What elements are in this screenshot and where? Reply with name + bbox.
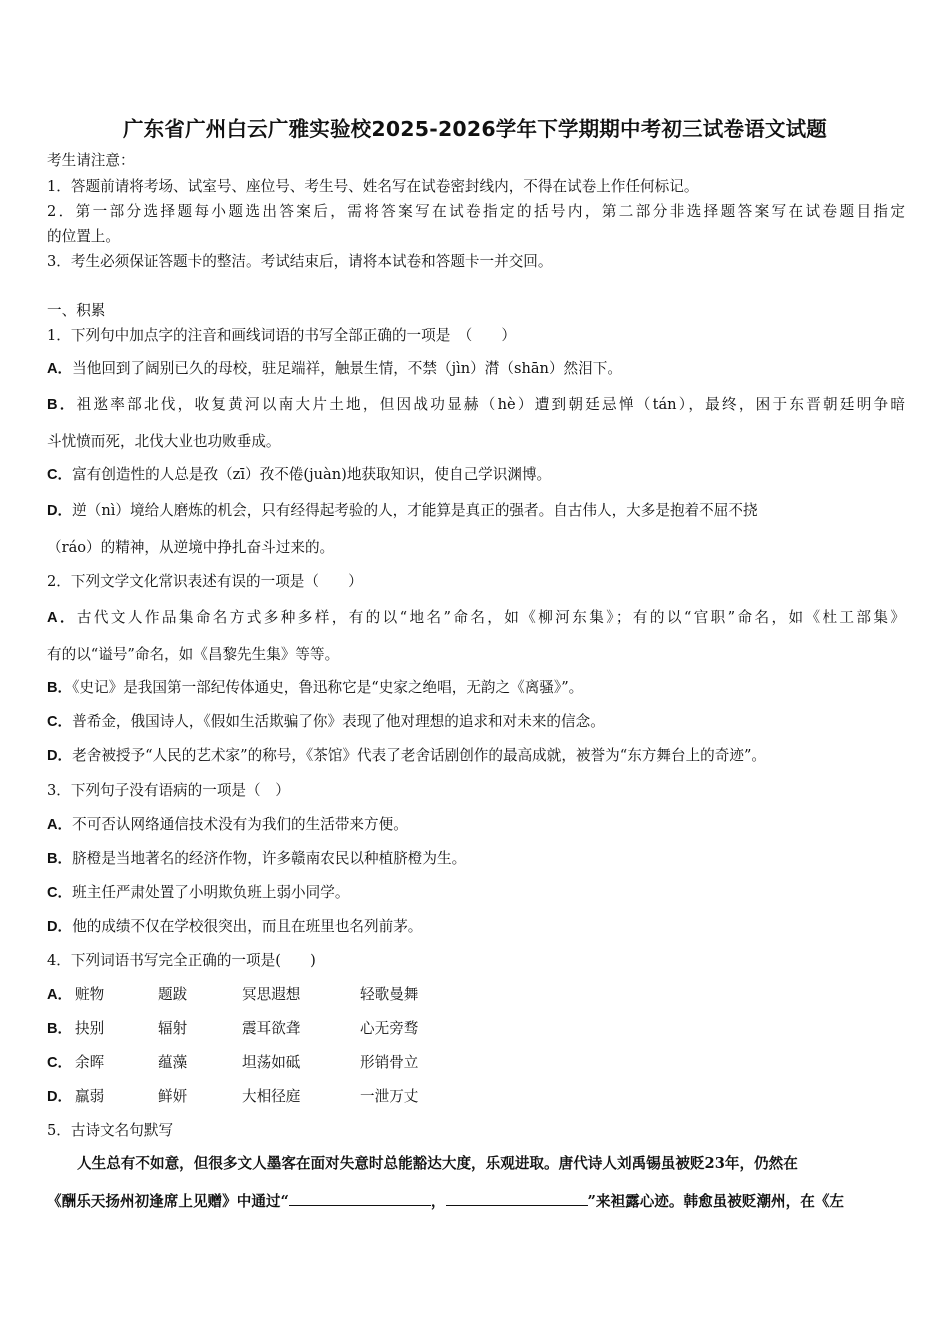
option-label: A． [47,817,73,833]
option-label: A． [47,610,77,626]
question-3-option-b [47,849,466,869]
question-5-paragraph-line-1: 人生总有不如意，但很多文人墨客在面对失意时总能豁达大度，乐观进取。唐代诗人刘禹锡虽被贬23年，仍然在 [77,1155,798,1172]
option-label: C． [47,467,73,483]
question-3-option-c [47,883,349,903]
question-1-option-d [47,501,905,521]
option-text: 脐橙是当地著名的经济作物，许多赣南农民以种植脐橙为生。 [72,850,467,867]
word: 蕴藻 [158,1054,188,1071]
word: 轻歌曼舞 [360,986,419,1003]
page-title: 广东省广州白云广雅实验校2025-2026学年下学期期中考初三试卷语文试题 [122,117,828,141]
option-text: 富有创造性的人总是孜（zī）孜不倦(juàn)地获取知识，使自己学识渊博。 [72,466,552,483]
option-text: 班主任严肃处置了小明欺负班上弱小同学。 [72,884,350,901]
word: 冥思遐想 [242,986,301,1003]
option-label: D． [47,748,73,764]
notice-header: 考生请注意： [47,152,135,169]
option-label: C． [47,1055,73,1071]
word: 赃物 [75,986,105,1003]
option-label: D． [47,1089,73,1105]
fill-blank-1[interactable] [289,1191,431,1206]
question-1-stem: 1．下列句中加点字的注音和画线词语的书写全部正确的一项是 （ ） [47,327,516,344]
option-label: B． [47,397,77,413]
question-2-option-a [47,608,905,628]
question-2-stem: 2．下列文学文化常识表述有误的一项是（ ） [47,573,363,590]
option-text: 不可否认网络通信技术没有为我们的生活带来方便。 [72,816,408,833]
option-label: A． [47,987,73,1003]
notice-item-3: 3．考生必须保证答题卡的整洁。考试结束后，请将本试卷和答题卡一并交回。 [47,253,553,270]
option-label: B． [47,1021,73,1037]
word: 鲜妍 [158,1088,188,1105]
option-label: A． [47,361,73,377]
word: 心无旁骛 [360,1020,419,1037]
fill-blank-2[interactable] [446,1191,588,1206]
text-segment: 《酬乐天扬州初逢席上见赠》中通过“ [47,1193,289,1210]
question-3-option-d [47,917,422,937]
question-3-option-a [47,815,408,835]
text-segment: ”来袒露心迹。韩愈虽被贬潮州，在《左 [587,1193,845,1210]
question-1-option-b-cont: 斗忧愤而死，北伐大业也功败垂成。 [47,433,281,450]
separator: ， [430,1193,446,1210]
question-1-option-b [47,395,905,415]
question-2-option-b [47,678,583,698]
section-heading: 一、积累 [47,302,106,319]
word: 题跋 [158,986,188,1003]
option-label: C． [47,714,73,730]
option-label: B． [47,851,73,867]
word: 大相径庭 [242,1088,301,1105]
question-1-option-c [47,465,551,485]
word: 坦荡如砥 [242,1054,301,1071]
word: 余晖 [75,1054,105,1071]
notice-item-2-cont: 的位置上。 [47,228,120,245]
question-1-option-a [47,359,622,379]
word: 辐射 [158,1020,188,1037]
option-label: D． [47,919,73,935]
question-2-option-d [47,746,766,766]
question-4-stem: 4．下列词语书写完全正确的一项是( ) [47,952,316,969]
word: 震耳欲聋 [242,1020,301,1037]
option-text: 当他回到了阔别已久的母校，驻足端祥，触景生情，不禁（jìn）潸（shān）然泪下。 [72,360,622,377]
question-2-option-c [47,712,605,732]
option-text: 普希金，俄国诗人，《假如生活欺骗了你》表现了他对理想的追求和对未来的信念。 [72,713,605,730]
option-text: 他的成绩不仅在学校很突出，而且在班里也名列前茅。 [72,918,423,935]
notice-item-2: 2．第一部分选择题每小题选出答案后，需将答案写在试卷指定的括号内，第二部分非选择题答案写在试卷题目指定 [47,203,905,220]
word: 一泄万丈 [360,1088,419,1105]
option-text: 老舍被授予“人民的艺术家”的称号，《茶馆》代表了老舍话剧创作的最高成就，被誉为“东方舞台上的奇迹”。 [72,747,767,764]
question-5-stem: 5．古诗文名句默写 [47,1122,174,1139]
option-label: C． [47,885,73,901]
word: 抉别 [75,1020,105,1037]
notice-item-1: 1．答题前请将考场、试室号、座位号、考生号、姓名写在试卷密封线内，不得在试卷上作任何标记。 [47,178,699,195]
option-label: D． [47,503,73,519]
word: 羸弱 [75,1088,105,1105]
option-text: 祖逖率部北伐，收复黄河以南大片土地，但因战功显赫（hè）遭到朝廷忌惮（tán），最终，困于东晋朝廷明争暗 [76,396,905,413]
question-1-option-d-cont: （ráo）的精神，从逆境中挣扎奋斗过来的。 [47,539,335,556]
option-label: B． [47,680,73,696]
word: 形销骨立 [360,1054,419,1071]
option-text: 《史记》是我国第一部纪传体通史，鲁迅称它是“史家之绝唱，无韵之《离骚》”。 [72,679,584,696]
option-text: 古代文人作品集命名方式多种多样，有的以“地名”命名，如《柳河东集》；有的以“官职”命名，如《杜工部集》 [76,609,905,626]
question-3-stem: 3．下列句子没有语病的一项是（ ） [47,782,290,799]
question-5-paragraph-line-2 [47,1191,905,1212]
question-2-option-a-cont: 有的以“谥号”命名，如《昌黎先生集》等等。 [47,646,340,663]
option-text: 逆（nì）境给人磨炼的机会，只有经得起考验的人，才能算是真正的强者。自古伟人，大多是抱着不屈不挠 [72,502,758,519]
